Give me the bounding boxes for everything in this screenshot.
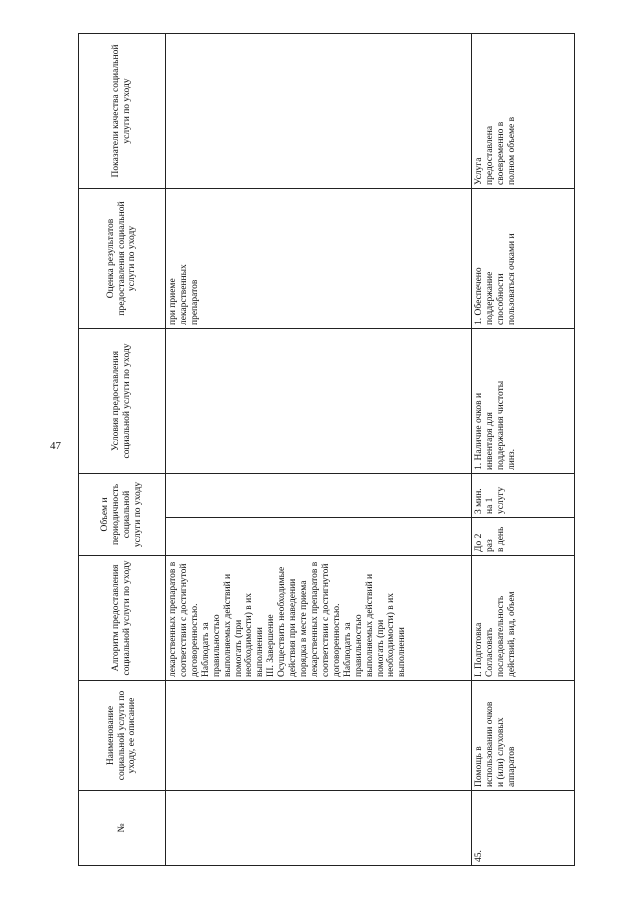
cell-45-conditions: 1. Наличие очков и инвентаря для поддержания чистоты линз.	[472, 329, 575, 474]
table-row-continuation	[166, 34, 472, 866]
cell-45-name: Помощь в использовании очков и (или) слуховых аппаратов	[472, 681, 575, 791]
table-row-45	[472, 34, 575, 866]
cell-cont-conditions	[166, 329, 472, 474]
services-table	[78, 33, 575, 866]
header-quality: Показатели качества социальной услуги по уходу	[79, 34, 166, 189]
cell-cont-time	[166, 474, 472, 518]
cell-45-quality: Услуга предоставлена своевременно в полном объеме в	[472, 34, 575, 189]
cell-45-volume: До 2 раз в день	[472, 518, 575, 556]
header-volume: Объем и периодичность социальной услуги по уходу	[79, 474, 166, 556]
cell-45-evaluation: 1. Обеспечено поддержание способности пользоваться очками и	[472, 189, 575, 329]
header-algorithm: Алгоритм предоставления социальной услуги по уходу	[79, 556, 166, 681]
header-name: Наименование социальной услуги по уходу, ее описание	[79, 681, 166, 791]
cell-45-time: 3 мин. на 1 услугу	[472, 474, 575, 518]
cell-cont-volume	[166, 518, 472, 556]
cell-cont-quality	[166, 34, 472, 189]
table-header-row	[79, 34, 166, 866]
cell-45-algorithm: I. Подготовка Согласовать последовательность действий, вид, объем	[472, 556, 575, 681]
cell-45-number: 45.	[472, 791, 575, 866]
cell-cont-evaluation: при приеме лекарственных препаратов	[166, 189, 472, 329]
header-conditions: Условия предоставления социальной услуги по уходу	[79, 329, 166, 474]
rotated-table-wrapper	[78, 34, 574, 866]
cell-cont-number	[166, 791, 472, 866]
header-evaluation: Оценка результатов предоставления социальной услуги по уходу	[79, 189, 166, 329]
cell-cont-algorithm: лекарственных препаратов в соответствии с достигнутой договоренностью. Наблюдать за правильностью выполняемых действий и помогать (при необходимости) в их выполнении III. Завершение Осуществить необходимые действия при наведении порядка в месте приема лекарственных препаратов в соответствии с достигнутой договоренностью. Наблюдать за правильностью выполняемых действий и помогать (при необходимости) в их выполнении	[166, 556, 472, 681]
cell-cont-name	[166, 681, 472, 791]
page-number: 47	[50, 440, 61, 452]
header-number: №	[79, 791, 166, 866]
